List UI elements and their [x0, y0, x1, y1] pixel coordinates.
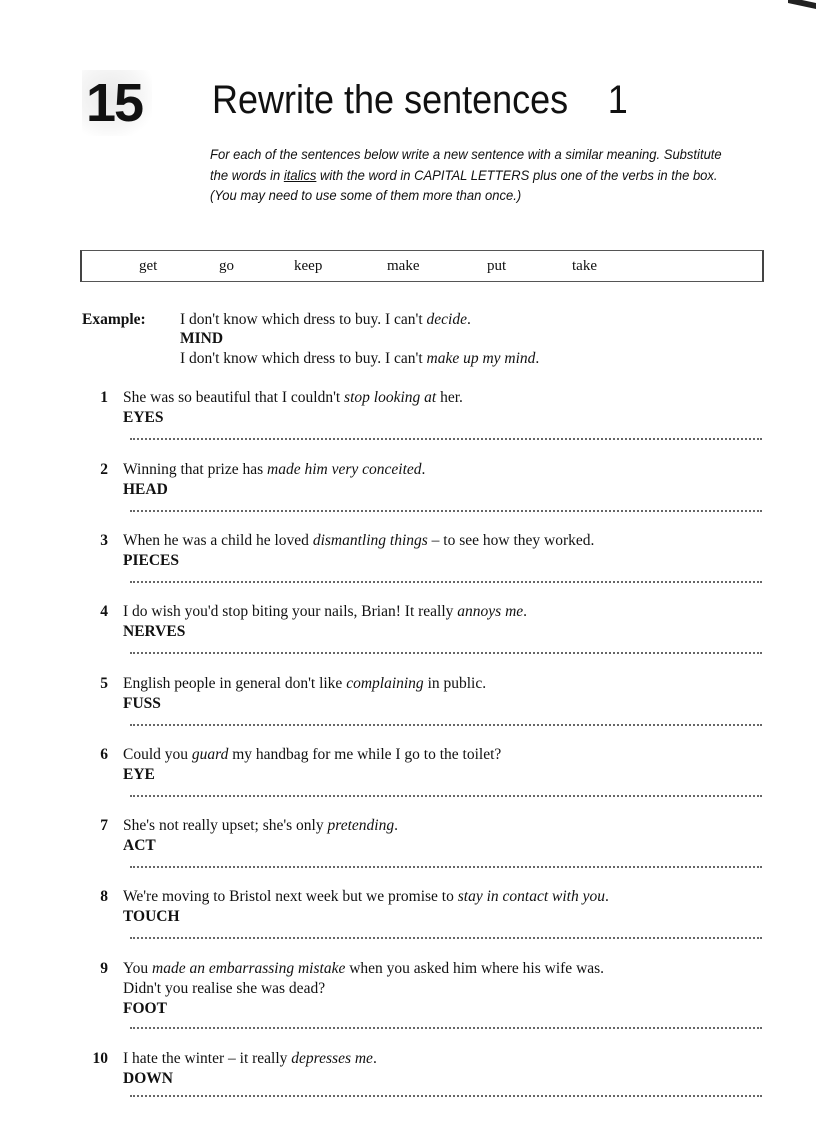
- item-keyword: EYES: [123, 409, 164, 426]
- item-text-italic: pretending: [327, 817, 395, 834]
- item-text-after: .: [394, 817, 398, 834]
- item-text-before: We're moving to Bristol next week but we promise to: [123, 888, 458, 905]
- item-text-after: in public.: [423, 675, 487, 692]
- instructions-underlined: italics: [283, 166, 317, 183]
- item-number: 9: [100, 960, 108, 977]
- item-text-before: She's not really upset; she's only: [123, 817, 328, 834]
- answer-line[interactable]: [130, 652, 762, 654]
- item-text-after: .: [604, 888, 609, 905]
- item-keyword: EYE: [123, 766, 155, 783]
- example-answer-italic: make up my mind: [426, 350, 536, 367]
- item-keyword: NERVES: [123, 623, 186, 640]
- item-keyword: TOUCH: [123, 908, 180, 925]
- verb-box: [80, 250, 764, 282]
- item-sentence: [123, 816, 398, 836]
- item-number: 6: [100, 746, 108, 763]
- item-text-after: my handbag for me while I go to the toilet?: [228, 746, 502, 763]
- example: [82, 310, 540, 367]
- item-number: 4: [100, 603, 108, 620]
- item-text-before: You: [123, 960, 153, 977]
- answer-line[interactable]: [130, 1095, 762, 1097]
- unit-number: 15: [82, 70, 152, 136]
- item-text-italic: dismantling things: [312, 532, 428, 549]
- item-sentence: [123, 745, 501, 765]
- item-text-after: .: [421, 461, 426, 478]
- item-text-after: .: [523, 603, 528, 620]
- answer-line[interactable]: [130, 1027, 762, 1029]
- item-sentence: [123, 674, 486, 694]
- verb-keep: keep: [294, 258, 323, 274]
- item-keyword: ACT: [123, 837, 156, 854]
- item-text-after: .: [372, 1050, 377, 1067]
- item-sentence: [123, 531, 594, 551]
- item-number: 5: [100, 675, 108, 692]
- item-text-before: English people in general don't like: [123, 675, 347, 692]
- item-text-before: Winning that prize has: [123, 461, 268, 478]
- answer-line[interactable]: [130, 724, 762, 726]
- item-text-before: She was so beautiful that I couldn't: [123, 389, 345, 406]
- item-text-italic: complaining: [346, 675, 424, 692]
- item-sentence-line2: Didn't you realise she was dead?: [123, 980, 326, 997]
- answer-line[interactable]: [130, 795, 762, 797]
- verb-put: put: [487, 258, 507, 274]
- item-number: 3: [100, 532, 108, 549]
- item-text-italic: guard: [191, 746, 229, 763]
- item-number: 2: [100, 461, 108, 478]
- corner-scan-mark: [788, 0, 816, 9]
- item-sentence: [123, 959, 604, 979]
- item-text-italic: made an embarrassing mistake: [152, 960, 346, 977]
- item-text-italic: stay in contact with you: [457, 888, 605, 905]
- verb-make: make: [387, 258, 420, 274]
- item-text-after: – to see how they worked.: [427, 532, 595, 549]
- item-sentence: [123, 887, 609, 907]
- item-text-before: Could you: [123, 746, 192, 763]
- example-sentence-end: .: [466, 311, 471, 328]
- example-keyword: MIND: [180, 330, 224, 347]
- item-keyword: PIECES: [123, 552, 179, 569]
- instructions-part1: For each of the sentences below write a new sentence with a similar meaning. Substitute the words in: [210, 146, 722, 183]
- item-number: 1: [100, 389, 108, 406]
- answer-line[interactable]: [130, 581, 762, 583]
- item-number: 7: [100, 817, 108, 834]
- item-sentence: [123, 388, 463, 408]
- item-text-before: When he was a child he loved: [123, 532, 313, 549]
- item-sentence: [123, 460, 425, 480]
- title-part-number: 1: [607, 78, 628, 122]
- answer-line[interactable]: [130, 937, 762, 939]
- item-number: 8: [100, 888, 108, 905]
- item-text-italic: annoys me: [457, 603, 524, 620]
- verb-get: get: [139, 258, 158, 274]
- example-label: Example:: [82, 311, 146, 328]
- answer-line[interactable]: [130, 438, 762, 440]
- example-answer: [180, 349, 539, 369]
- verb-go: go: [219, 258, 234, 274]
- example-sentence: [180, 310, 471, 330]
- item-keyword: DOWN: [123, 1070, 173, 1087]
- item-keyword: HEAD: [123, 481, 168, 498]
- item-text-italic: depresses me: [291, 1050, 373, 1067]
- item-text-after: her.: [436, 389, 463, 406]
- item-number: 10: [92, 1050, 108, 1067]
- item-sentence: [123, 1049, 377, 1069]
- item-text-italic: made him very conceited: [267, 461, 422, 478]
- answer-line[interactable]: [130, 510, 762, 512]
- unit-title: [212, 80, 628, 120]
- item-text-before: I hate the winter – it really: [123, 1050, 292, 1067]
- answer-line[interactable]: [130, 866, 762, 868]
- item-keyword: FOOT: [123, 1000, 167, 1017]
- item-text-before: I do wish you'd stop biting your nails, Brian! It really: [123, 603, 458, 620]
- item-sentence: [123, 602, 527, 622]
- item-text-italic: stop looking at: [344, 389, 437, 406]
- example-answer-start: I don't know which dress to buy. I can't: [180, 350, 427, 367]
- example-sentence-start: I don't know which dress to buy. I can't: [180, 311, 427, 328]
- example-sentence-italic: decide: [426, 311, 467, 328]
- title-text: Rewrite the sentences: [212, 78, 569, 122]
- verb-take: take: [572, 258, 597, 274]
- item-text-after: when you asked him where his wife was.: [345, 960, 605, 977]
- example-answer-end: .: [535, 350, 540, 367]
- item-keyword: FUSS: [123, 695, 161, 712]
- instructions: [210, 144, 731, 206]
- instructions-part2: with the word in CAPITAL LETTERS plus one of the verbs in the box. (You may need to use some of them more than once.): [210, 166, 718, 203]
